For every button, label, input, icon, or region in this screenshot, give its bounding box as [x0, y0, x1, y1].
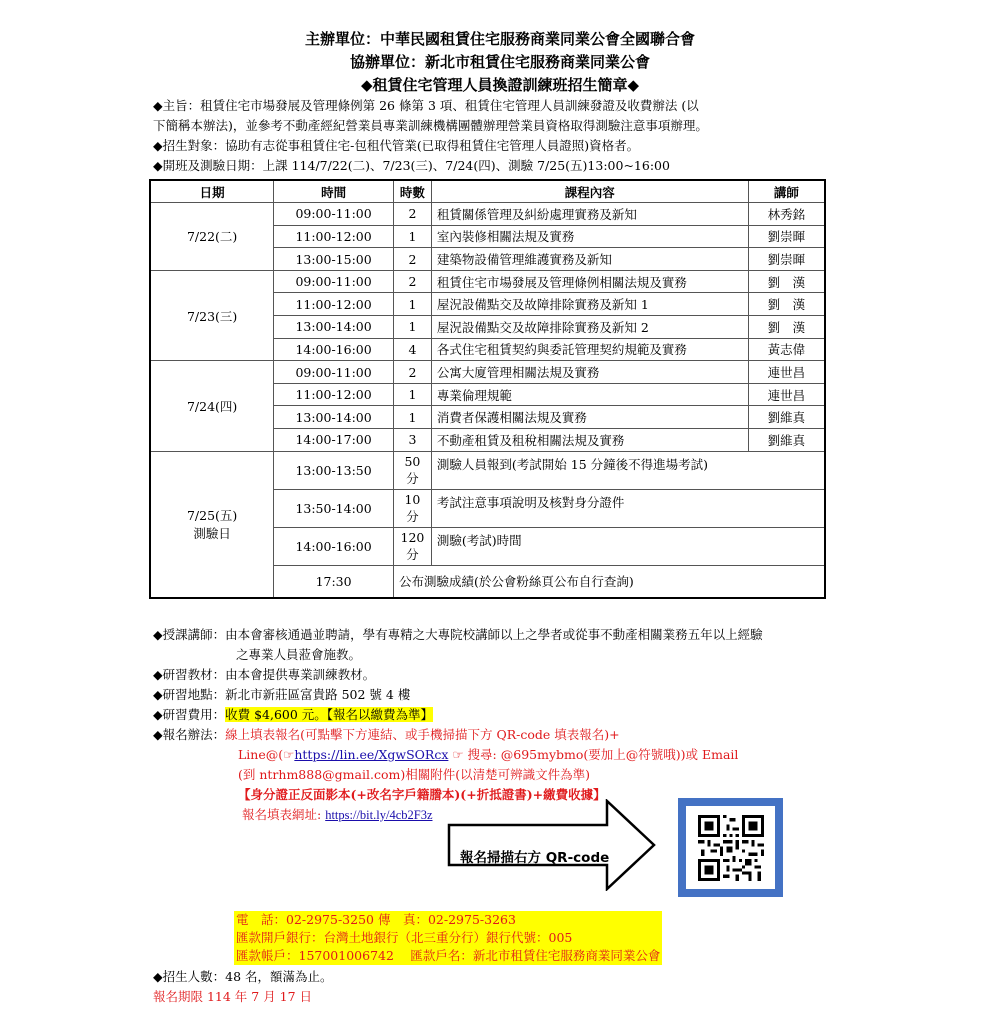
teacher-cell: 劉 漢 — [748, 293, 825, 316]
teacher-cell: 連世昌 — [748, 361, 825, 384]
teacher-cell: 劉 漢 — [748, 270, 825, 293]
minutes-value: 50 — [404, 454, 421, 470]
course-cell: 建築物設備管理維護實務及新知 — [431, 248, 748, 271]
table-row — [150, 451, 825, 489]
qr-code-icon[interactable] — [698, 815, 764, 881]
teacher-cell: 劉 漢 — [748, 316, 825, 339]
time-cell: 09:00-11:00 — [274, 270, 394, 293]
teacher-info-line-2: 之專業人員蒞會施教。 — [236, 647, 362, 662]
time-cell: 14:00-17:00 — [274, 429, 394, 452]
time-cell: 11:00-12:00 — [274, 225, 394, 248]
date-cell: 7/24(四) — [150, 361, 274, 451]
table-row — [150, 361, 825, 384]
table-header-row — [150, 180, 825, 203]
hours-cell: 2 — [393, 203, 431, 226]
hours-cell: 1 — [393, 406, 431, 429]
teacher-cell: 林秀銘 — [748, 203, 825, 226]
target-line: ◆招生對象：協助有志從事租賃住宅-包租代管業(已取得租賃住宅管理人員證照)資格者。 — [153, 138, 640, 153]
teacher-cell: 黃志偉 — [748, 338, 825, 361]
header-time: 時間 — [274, 180, 394, 203]
course-cell: 屋況設備點交及故障排除實務及新知 1 — [431, 293, 748, 316]
signup-line-3: (到 ntrhm888@gmail.com)相關附件(以清楚可辨識文件為準) — [238, 767, 590, 782]
exam-day-label: 測驗日 — [193, 526, 231, 542]
signup-text-1: 線上填表報名(可點擊下方連結、或手機掃描下方 QR-code 填表報名)+ — [225, 727, 620, 742]
teacher-cell: 劉崇暉 — [748, 248, 825, 271]
form-url-link[interactable]: https://bit.ly/4cb2F3z — [325, 808, 433, 822]
contact-block — [234, 911, 662, 965]
arrow-label: 報名掃描右方 QR-code — [460, 850, 610, 866]
hours-cell: 2 — [393, 248, 431, 271]
qr-code-frame — [678, 798, 783, 897]
organizer-line: 主辦單位：中華民國租賃住宅服務商業同業公會全國聯合會 — [304, 30, 695, 48]
hours-cell: 1 — [393, 316, 431, 339]
hours-cell: 2 — [393, 270, 431, 293]
date-cell: 7/22(二) — [150, 203, 274, 271]
right-arrow-icon — [447, 799, 657, 891]
course-cell: 租賃住宅市場發展及管理條例相關法規及實務 — [431, 270, 748, 293]
signup-label: ◆報名辦法： — [153, 727, 226, 742]
header-hours: 時數 — [393, 180, 431, 203]
line-search-text: 搜尋: @695mybmo(要加上@符號哦))或 Email — [463, 747, 739, 762]
time-cell: 14:00-16:00 — [274, 338, 394, 361]
date-cell: 7/23(三) — [150, 270, 274, 360]
teacher-cell: 連世昌 — [748, 383, 825, 406]
teacher-cell: 劉崇暉 — [748, 225, 825, 248]
form-url-label: 報名填表網址: — [242, 807, 322, 822]
time-cell: 13:00-13:50 — [274, 451, 394, 489]
signup-line-4: 【身分證正反面影本(+改名字戶籍謄本)(+折抵證書)+繳費收據】 — [238, 787, 606, 802]
line-link[interactable]: https://lin.ee/XgwSORcx — [294, 747, 449, 762]
phone-fax: 電 話：02-2975-3250 傳 真：02-2975-3263 — [236, 912, 516, 927]
form-url-line — [242, 805, 433, 825]
dates-line: ◆開班及測驗日期：上課 114/7/22(二)、7/23(三)、7/24(四)、測驗 7/25(五)13:00~16:00 — [153, 158, 670, 173]
header-teacher: 講師 — [748, 180, 825, 203]
time-cell: 11:00-12:00 — [274, 293, 394, 316]
hours-cell: 1 — [393, 225, 431, 248]
material-line: ◆研習教材：由本會提供專業訓練教材。 — [153, 667, 376, 682]
finger-icon: ☞ — [283, 747, 295, 762]
minutes-unit: 分 — [406, 509, 419, 525]
hours-cell: 4 — [393, 338, 431, 361]
time-cell: 13:00-15:00 — [274, 248, 394, 271]
course-cell: 考試注意事項說明及核對身分證件 — [431, 489, 825, 527]
signup-line — [153, 725, 620, 745]
hours-cell: 2 — [393, 361, 431, 384]
header-course: 課程內容 — [431, 180, 748, 203]
co-organizer-line: 協辦單位：新北市租賃住宅服務商業同業公會 — [349, 53, 650, 71]
time-cell: 09:00-11:00 — [274, 361, 394, 384]
teacher-cell: 劉維真 — [748, 406, 825, 429]
course-cell: 屋況設備點交及故障排除實務及新知 2 — [431, 316, 748, 339]
line-prefix: Line@( — [238, 747, 284, 762]
document-title: ◆租賃住宅管理人員換證訓練班招生簡章◆ — [360, 76, 640, 94]
exam-date-cell — [150, 451, 274, 598]
hours-cell: 1 — [393, 293, 431, 316]
time-cell: 13:00-14:00 — [274, 316, 394, 339]
teacher-cell: 劉維真 — [748, 429, 825, 452]
deadline-line: 報名期限 114 年 7 月 17 日 — [153, 989, 313, 1004]
header-date: 日期 — [150, 180, 274, 203]
purpose-line-2: 下簡稱本辦法)，並參考不動產經紀營業員專業訓練機構團體辦理營業員資格取得測驗注意事項辦理。 — [153, 118, 708, 133]
course-cell: 消費者保護相關法規及實務 — [431, 406, 748, 429]
course-cell: 公布測驗成績(於公會粉絲頁公布自行查詢) — [393, 565, 825, 598]
capacity-line: ◆招生人數：48 名，額滿為止。 — [153, 969, 333, 984]
hours-cell — [393, 489, 431, 527]
time-cell: 17:30 — [274, 565, 394, 598]
fee-label: ◆研習費用： — [153, 707, 226, 722]
bank-info: 匯款開戶銀行：台灣土地銀行（北三重分行）銀行代號：005 — [236, 930, 573, 945]
hours-cell: 3 — [393, 429, 431, 452]
location-line: ◆研習地點：新北市新莊區富貴路 502 號 4 樓 — [153, 687, 411, 702]
hours-cell: 1 — [393, 383, 431, 406]
course-cell: 租賃關係管理及糾紛處理實務及新知 — [431, 203, 748, 226]
course-cell: 測驗人員報到(考試開始 15 分鐘後不得進場考試) — [431, 451, 825, 489]
time-cell: 09:00-11:00 — [274, 203, 394, 226]
exam-date: 7/25(五) — [186, 508, 238, 524]
table-row — [150, 270, 825, 293]
time-cell: 13:00-14:00 — [274, 406, 394, 429]
hours-cell — [393, 527, 431, 565]
minutes-value: 120 — [400, 530, 425, 546]
table-row — [150, 203, 825, 226]
fee-value: 收費 $4,600 元。【報名以繳費為準】 — [225, 707, 434, 722]
schedule-table — [149, 179, 826, 599]
hours-cell — [393, 451, 431, 489]
time-cell: 11:00-12:00 — [274, 383, 394, 406]
purpose-line-1: ◆主旨：租賃住宅市場發展及管理條例第 26 條第 3 項、租賃住宅管理人員訓練發證及收費辦法 (以 — [153, 98, 699, 113]
time-cell: 14:00-16:00 — [274, 527, 394, 565]
course-cell: 室內裝修相關法規及實務 — [431, 225, 748, 248]
minutes-unit: 分 — [406, 547, 419, 563]
finger-icon-2: ☞ — [448, 747, 464, 762]
course-cell: 測驗(考試)時間 — [431, 527, 825, 565]
minutes-value: 10 — [404, 492, 421, 508]
signup-line-2 — [238, 745, 738, 765]
course-cell: 不動產租賃及租稅相關法規及實務 — [431, 429, 748, 452]
minutes-unit: 分 — [406, 471, 419, 487]
course-cell: 專業倫理規範 — [431, 383, 748, 406]
account-info: 匯款帳戶：157001006742 匯款戶名：新北市租賃住宅服務商業同業公會 — [236, 948, 661, 963]
fee-line — [153, 705, 433, 725]
course-cell: 公寓大廈管理相關法規及實務 — [431, 361, 748, 384]
time-cell: 13:50-14:00 — [274, 489, 394, 527]
teacher-info-line-1: ◆授課講師：由本會審核通過並聘請，學有專精之大專院校講師以上之學者或從事不動產相關業務五年以上經驗 — [153, 627, 763, 642]
course-cell: 各式住宅租賃契約與委託管理契約規範及實務 — [431, 338, 748, 361]
